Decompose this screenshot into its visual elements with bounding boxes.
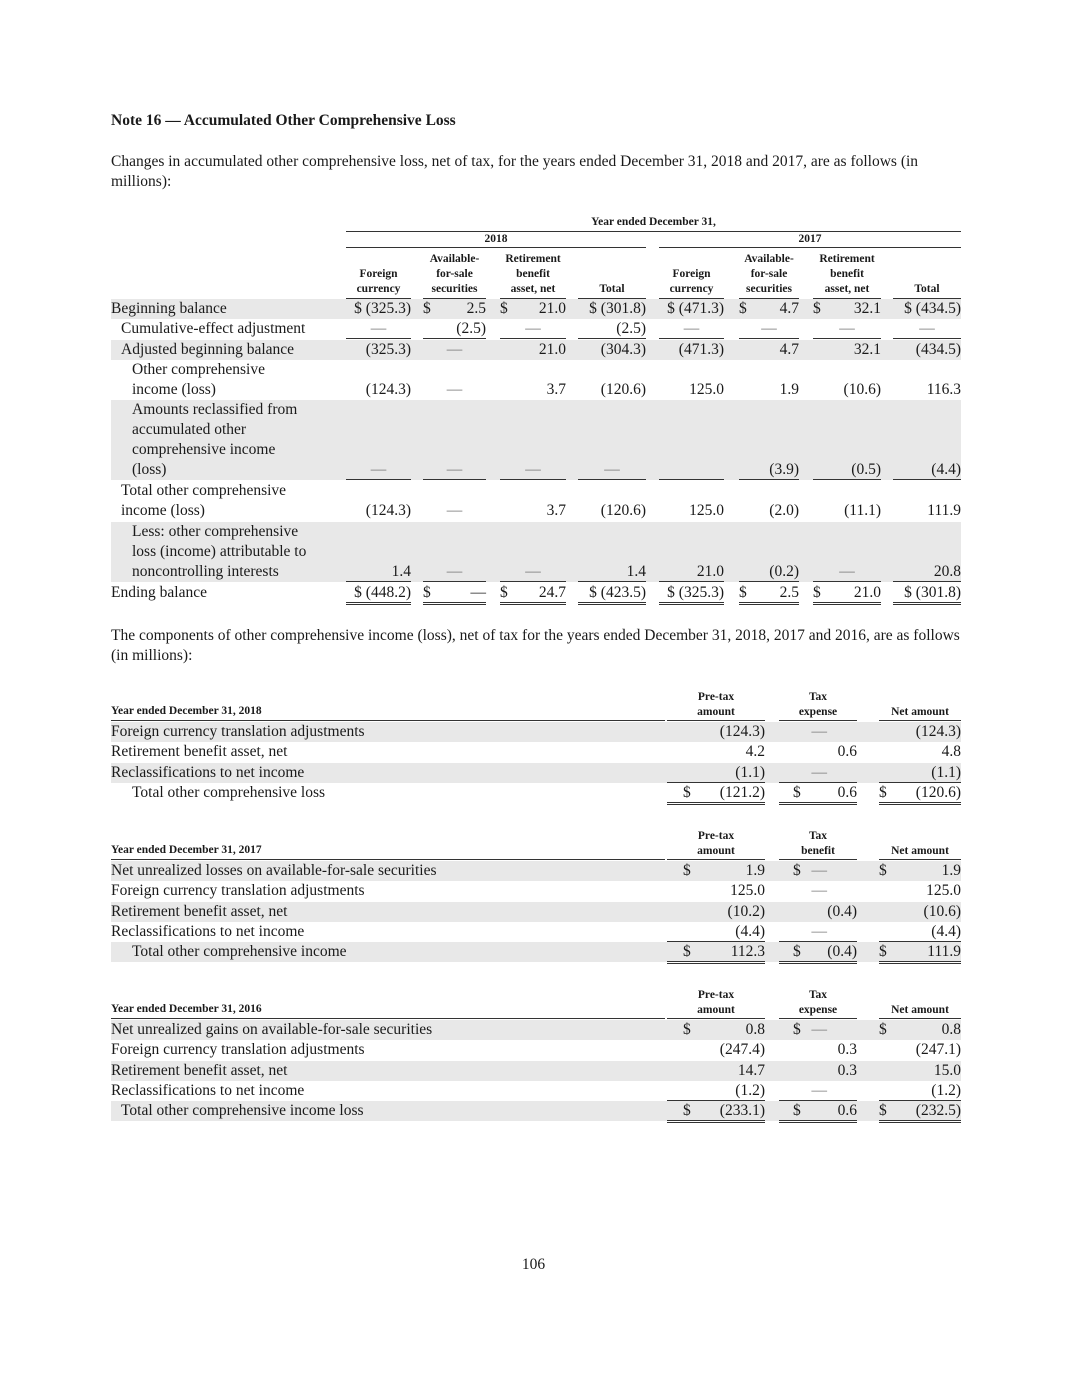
value-text: (4.4) xyxy=(735,922,765,940)
value-text: 1.9 xyxy=(779,381,799,398)
column-header xyxy=(667,690,765,720)
value-cell xyxy=(879,722,961,741)
column-header-line: Tax xyxy=(808,691,828,703)
column-header-line: Total xyxy=(914,283,940,295)
dollar-sign: $ xyxy=(739,300,747,317)
value-text: (0.4) xyxy=(827,943,857,961)
dollar-sign: $ xyxy=(683,943,691,961)
column-header xyxy=(667,988,765,1018)
dollar-sign: $ xyxy=(500,584,508,601)
value-text: — xyxy=(446,381,463,398)
value-text: — xyxy=(525,563,541,580)
value-text: 1.9 xyxy=(745,862,765,879)
column-header-line: Tax xyxy=(808,989,828,1001)
value-text: 1.4 xyxy=(626,563,646,580)
column-header xyxy=(667,829,765,859)
value-cell xyxy=(667,722,765,741)
value-text: — xyxy=(683,320,700,337)
year-header-2017: 2017 xyxy=(798,233,822,245)
column-header xyxy=(779,690,857,720)
value-cell xyxy=(667,1020,765,1039)
value-text: — xyxy=(446,341,463,358)
column-header-line: asset, net xyxy=(824,283,870,295)
dollar-sign: $ xyxy=(683,862,691,879)
value-text: (2.0) xyxy=(769,502,799,519)
column-header-line: Pre-tax xyxy=(697,989,735,1001)
value-cell xyxy=(779,742,857,761)
column-header-line: for-sale xyxy=(750,268,788,280)
row-label-line: Amounts reclassified from xyxy=(132,401,298,418)
dollar-sign: $ xyxy=(793,862,801,879)
table-row xyxy=(111,1061,961,1081)
dollar-sign: $ xyxy=(423,584,431,601)
value-text: 3.7 xyxy=(546,381,566,398)
value-text: (0.5) xyxy=(851,461,881,478)
table-row xyxy=(111,742,961,762)
value-cell xyxy=(667,881,765,900)
row-label: Reclassifications to net income xyxy=(111,1081,305,1099)
row-label: Retirement benefit asset, net xyxy=(111,902,288,920)
value-text: — xyxy=(470,584,486,601)
value-cell xyxy=(879,742,961,761)
value-cell xyxy=(667,861,765,880)
value-text: 21.0 xyxy=(538,341,566,358)
value-text: — xyxy=(811,1021,827,1038)
table-row xyxy=(111,861,961,881)
dollar-sign: $ xyxy=(879,783,887,801)
value-cell xyxy=(779,783,857,805)
value-text: (1.2) xyxy=(735,1081,765,1099)
dollar-sign: $ xyxy=(879,943,887,961)
value-text: 1.9 xyxy=(941,862,961,879)
value-cell xyxy=(779,861,857,880)
value-cell xyxy=(779,1081,857,1101)
value-text: (124.3) xyxy=(719,723,765,740)
value-text: 0.3 xyxy=(837,1061,857,1079)
dollar-sign: $ xyxy=(813,584,821,601)
note-title: Note 16 — Accumulated Other Comprehensive Loss xyxy=(111,112,456,129)
value-cell xyxy=(879,1061,961,1080)
value-cell xyxy=(879,861,961,880)
row-label-line: (loss) xyxy=(132,461,167,478)
value-text: — xyxy=(525,461,541,478)
value-cell xyxy=(779,722,857,741)
value-text: — xyxy=(761,320,777,337)
value-cell xyxy=(879,1081,961,1101)
value-text: (124.3) xyxy=(365,381,411,398)
value-text: 4.7 xyxy=(779,341,799,358)
value-text: (10.2) xyxy=(727,902,765,920)
year-label: Year ended December 31, 2017 xyxy=(111,844,262,856)
column-header-line: Foreign xyxy=(359,268,398,280)
value-text: $ (325.3) xyxy=(667,584,724,601)
value-cell xyxy=(667,1101,765,1123)
value-text: (11.1) xyxy=(844,502,881,519)
value-text: — xyxy=(811,862,827,879)
row-label: Reclassifications to net income xyxy=(111,922,305,940)
value-text: (0.4) xyxy=(827,902,857,920)
components-tables xyxy=(111,0,961,1389)
value-text: 21.0 xyxy=(538,300,566,317)
value-text: 116.3 xyxy=(926,381,961,398)
value-cell xyxy=(879,922,961,942)
row-label-line: Other comprehensive xyxy=(132,361,265,378)
value-text: — xyxy=(370,461,387,478)
value-cell xyxy=(879,902,961,921)
table-row xyxy=(111,922,961,942)
value-text: 4.7 xyxy=(779,300,799,317)
column-header-line: amount xyxy=(697,845,735,857)
column-header-line: currency xyxy=(356,283,401,295)
column-header xyxy=(879,844,961,859)
table-row xyxy=(111,763,961,783)
year-label: Year ended December 31, 2018 xyxy=(111,705,262,717)
row-label: Net unrealized gains on available-for-sale securities xyxy=(111,1021,433,1038)
value-cell xyxy=(779,1020,857,1039)
value-text: 32.1 xyxy=(853,300,881,317)
table-row xyxy=(111,1101,961,1121)
value-text: (120.6) xyxy=(600,502,646,519)
value-text: 14.7 xyxy=(737,1061,765,1079)
value-text: 3.7 xyxy=(546,502,566,519)
value-text: $ (301.8) xyxy=(904,584,961,601)
value-text: 125.0 xyxy=(730,882,765,900)
value-text: (4.4) xyxy=(931,461,961,478)
value-text: (1.1) xyxy=(735,763,765,781)
dollar-sign: $ xyxy=(793,1102,801,1120)
table-row xyxy=(111,1081,961,1101)
value-cell xyxy=(779,1061,857,1080)
value-text: $ (434.5) xyxy=(904,300,961,317)
column-header-rule xyxy=(779,859,857,860)
column-header-rule xyxy=(667,1018,765,1019)
value-text: 21.0 xyxy=(696,563,724,580)
dollar-sign: $ xyxy=(683,1021,691,1038)
column-header-rule xyxy=(667,720,765,721)
table-row xyxy=(111,783,961,803)
value-text: 111.9 xyxy=(927,502,961,519)
value-cell xyxy=(667,942,765,964)
row-label-line: noncontrolling interests xyxy=(132,563,279,580)
dollar-sign: $ xyxy=(739,584,747,601)
value-text: 20.8 xyxy=(933,563,961,580)
row-label: Total other comprehensive loss xyxy=(132,783,326,801)
value-text: — xyxy=(525,320,541,337)
value-text: — xyxy=(919,320,935,337)
value-text: $ (423.5) xyxy=(589,584,646,601)
value-cell xyxy=(879,881,961,900)
value-text: (120.6) xyxy=(600,381,646,398)
value-text: (1.1) xyxy=(931,763,961,781)
year-label-rule xyxy=(111,1018,665,1019)
column-header xyxy=(879,1003,961,1018)
value-text: — xyxy=(446,502,463,519)
value-text: 125.0 xyxy=(689,381,724,398)
value-text: — xyxy=(811,1081,827,1099)
column-header-line: benefit xyxy=(516,268,550,280)
value-cell xyxy=(779,922,857,942)
row-label-line: accumulated other xyxy=(132,421,247,438)
value-text: (10.6) xyxy=(923,902,961,920)
value-text: — xyxy=(839,563,855,580)
year-label-rule xyxy=(111,859,665,860)
column-header-line: securities xyxy=(746,283,792,295)
row-label-line: Beginning balance xyxy=(111,300,227,317)
value-text: 0.6 xyxy=(837,783,857,801)
row-label: Foreign currency translation adjustments xyxy=(111,882,365,900)
value-text: — xyxy=(811,763,827,781)
column-header-line: Retirement xyxy=(505,253,561,265)
dollar-sign: $ xyxy=(423,300,431,317)
row-label-line: Less: other comprehensive xyxy=(132,523,299,540)
value-text: — xyxy=(839,320,855,337)
value-text: 0.3 xyxy=(837,1041,857,1059)
page-number: 106 xyxy=(521,1256,546,1273)
row-label-line: Total other comprehensive xyxy=(121,482,287,499)
dollar-sign: $ xyxy=(683,783,691,801)
value-cell xyxy=(879,1040,961,1059)
column-header-rule xyxy=(779,720,857,721)
row-label-line: Ending balance xyxy=(111,584,207,601)
column-header-line: for-sale xyxy=(436,268,473,280)
value-text: 32.1 xyxy=(853,341,881,358)
value-text: (233.1) xyxy=(719,1102,765,1120)
value-text: — xyxy=(811,922,827,940)
value-text: (10.6) xyxy=(843,381,881,398)
row-label: Retirement benefit asset, net xyxy=(111,743,288,761)
value-text: 24.7 xyxy=(538,584,566,601)
value-text: 2.5 xyxy=(466,300,486,317)
column-header-line: Retirement xyxy=(819,253,875,265)
year-label: Year ended December 31, 2016 xyxy=(111,1003,262,1015)
dollar-sign: $ xyxy=(879,862,887,879)
column-header-line: securities xyxy=(431,283,478,295)
table-row xyxy=(111,942,961,962)
column-header-line: Total xyxy=(599,283,625,295)
value-text: (304.3) xyxy=(600,341,646,358)
value-text: 4.2 xyxy=(745,743,765,761)
value-text: $ (471.3) xyxy=(667,300,724,317)
column-header-line: benefit xyxy=(801,845,835,857)
value-text: 0.8 xyxy=(745,1021,765,1038)
value-text: — xyxy=(604,461,620,478)
intro-paragraph-2: The components of other comprehensive income (loss), net of tax for the years ended December 31, 2018, 2017 and 2016, are as follows (in millions): xyxy=(111,627,960,664)
column-header-line: benefit xyxy=(830,268,864,280)
value-text: (2.5) xyxy=(616,320,646,337)
value-text: (0.2) xyxy=(769,563,799,580)
column-header-rule xyxy=(779,1018,857,1019)
column-header xyxy=(779,988,857,1018)
column-header-line: currency xyxy=(669,283,714,295)
column-header-line: expense xyxy=(798,706,838,718)
column-header-line: amount xyxy=(697,1004,735,1016)
value-cell xyxy=(667,902,765,921)
value-text: $ (301.8) xyxy=(589,300,646,317)
value-text: (232.5) xyxy=(915,1102,961,1120)
row-label: Total other comprehensive income xyxy=(132,943,347,961)
value-text: (2.5) xyxy=(456,320,486,337)
table-row xyxy=(111,1040,961,1060)
value-text: (124.3) xyxy=(365,502,411,519)
value-text: (120.6) xyxy=(915,783,961,801)
value-text: (3.9) xyxy=(769,461,799,478)
value-cell xyxy=(667,763,765,783)
column-header-line: asset, net xyxy=(510,283,556,295)
value-cell xyxy=(779,1101,857,1123)
row-label-line: Cumulative-effect adjustment xyxy=(121,320,306,337)
row-label-line: income (loss) xyxy=(132,381,216,398)
column-header-line: Available- xyxy=(744,253,794,265)
column-header-line: amount xyxy=(697,706,735,718)
dollar-sign: $ xyxy=(500,300,508,317)
year-header-2018: 2018 xyxy=(484,233,508,245)
row-label: Total other comprehensive income loss xyxy=(121,1102,364,1120)
value-text: 0.6 xyxy=(837,1102,857,1120)
value-cell xyxy=(879,1020,961,1039)
intro-paragraph-1: Changes in accumulated other comprehensive loss, net of tax, for the years ended December 31, 2018 and 2017, are as follows (in millions): xyxy=(111,153,919,190)
value-text: — xyxy=(446,563,463,580)
column-header xyxy=(779,829,857,859)
column-header-line: Tax xyxy=(808,830,828,842)
value-text: (124.3) xyxy=(915,723,961,740)
row-label-line: Adjusted beginning balance xyxy=(121,341,295,358)
row-label-line: loss (income) attributable to xyxy=(132,543,307,560)
column-header-line: Foreign xyxy=(672,268,711,280)
dollar-sign: $ xyxy=(683,1102,691,1120)
value-cell xyxy=(879,763,961,783)
row-label: Retirement benefit asset, net xyxy=(111,1061,288,1079)
table-row xyxy=(111,902,961,922)
super-header: Year ended December 31, xyxy=(591,216,716,228)
table-row xyxy=(111,722,961,742)
value-text: (121.2) xyxy=(719,783,765,801)
value-text: 111.9 xyxy=(927,943,961,961)
value-cell xyxy=(667,922,765,942)
value-text: 4.8 xyxy=(941,743,961,761)
value-text: 125.0 xyxy=(926,882,961,900)
value-cell xyxy=(879,783,961,805)
column-header-rule xyxy=(879,1018,961,1019)
value-cell xyxy=(667,742,765,761)
value-text: 0.6 xyxy=(837,743,857,761)
value-text: (471.3) xyxy=(678,341,724,358)
value-text: 2.5 xyxy=(779,584,799,601)
row-label-line: income (loss) xyxy=(121,502,205,519)
value-text: (1.2) xyxy=(931,1081,961,1099)
column-header-line: Available- xyxy=(429,253,480,265)
value-text: 125.0 xyxy=(689,502,724,519)
value-text: — xyxy=(811,882,827,900)
value-cell xyxy=(667,1081,765,1101)
value-text: (325.3) xyxy=(365,341,411,358)
column-header-line: expense xyxy=(798,1004,838,1016)
value-text: 1.4 xyxy=(391,563,411,580)
value-cell xyxy=(667,1040,765,1059)
value-text: $ (448.2) xyxy=(354,584,411,601)
value-text: — xyxy=(811,723,827,740)
dollar-sign: $ xyxy=(793,1021,801,1038)
dollar-sign: $ xyxy=(879,1021,887,1038)
value-cell xyxy=(667,783,765,805)
row-label: Reclassifications to net income xyxy=(111,763,305,781)
value-cell xyxy=(779,881,857,900)
column-header xyxy=(879,705,961,720)
value-cell xyxy=(779,1040,857,1059)
value-text: (4.4) xyxy=(931,922,961,940)
dollar-sign: $ xyxy=(813,300,821,317)
table-row xyxy=(111,881,961,901)
table-row xyxy=(111,1020,961,1040)
row-label: Foreign currency translation adjustments xyxy=(111,723,365,740)
value-cell xyxy=(779,763,857,783)
column-header-rule xyxy=(879,720,961,721)
value-cell xyxy=(779,942,857,964)
column-header-line: Net amount xyxy=(891,706,949,718)
column-header-rule xyxy=(667,859,765,860)
value-cell xyxy=(879,942,961,964)
dollar-sign: $ xyxy=(793,943,801,961)
column-header-rule xyxy=(879,859,961,860)
row-label-line: comprehensive income xyxy=(132,441,276,458)
dollar-sign: $ xyxy=(879,1102,887,1120)
value-text: $ (325.3) xyxy=(354,300,411,317)
column-header-line: Pre-tax xyxy=(697,691,735,703)
column-header-line: Net amount xyxy=(891,1004,949,1016)
value-text: — xyxy=(446,461,463,478)
column-header-line: Net amount xyxy=(891,845,949,857)
value-cell xyxy=(779,902,857,921)
value-cell xyxy=(667,1061,765,1080)
value-text: (247.4) xyxy=(719,1041,765,1059)
value-text: 21.0 xyxy=(853,584,881,601)
dollar-sign: $ xyxy=(793,783,801,801)
column-header-line: Pre-tax xyxy=(697,830,735,842)
value-text: 15.0 xyxy=(933,1061,961,1079)
value-text: (247.1) xyxy=(915,1041,961,1059)
row-label: Net unrealized losses on available-for-sale securities xyxy=(111,862,437,879)
value-cell xyxy=(879,1101,961,1123)
year-label-rule xyxy=(111,720,665,721)
row-label: Foreign currency translation adjustments xyxy=(111,1041,365,1059)
value-text: 0.8 xyxy=(941,1021,961,1038)
value-text: (434.5) xyxy=(915,341,961,358)
value-text: 112.3 xyxy=(730,943,765,961)
value-text: — xyxy=(370,320,387,337)
